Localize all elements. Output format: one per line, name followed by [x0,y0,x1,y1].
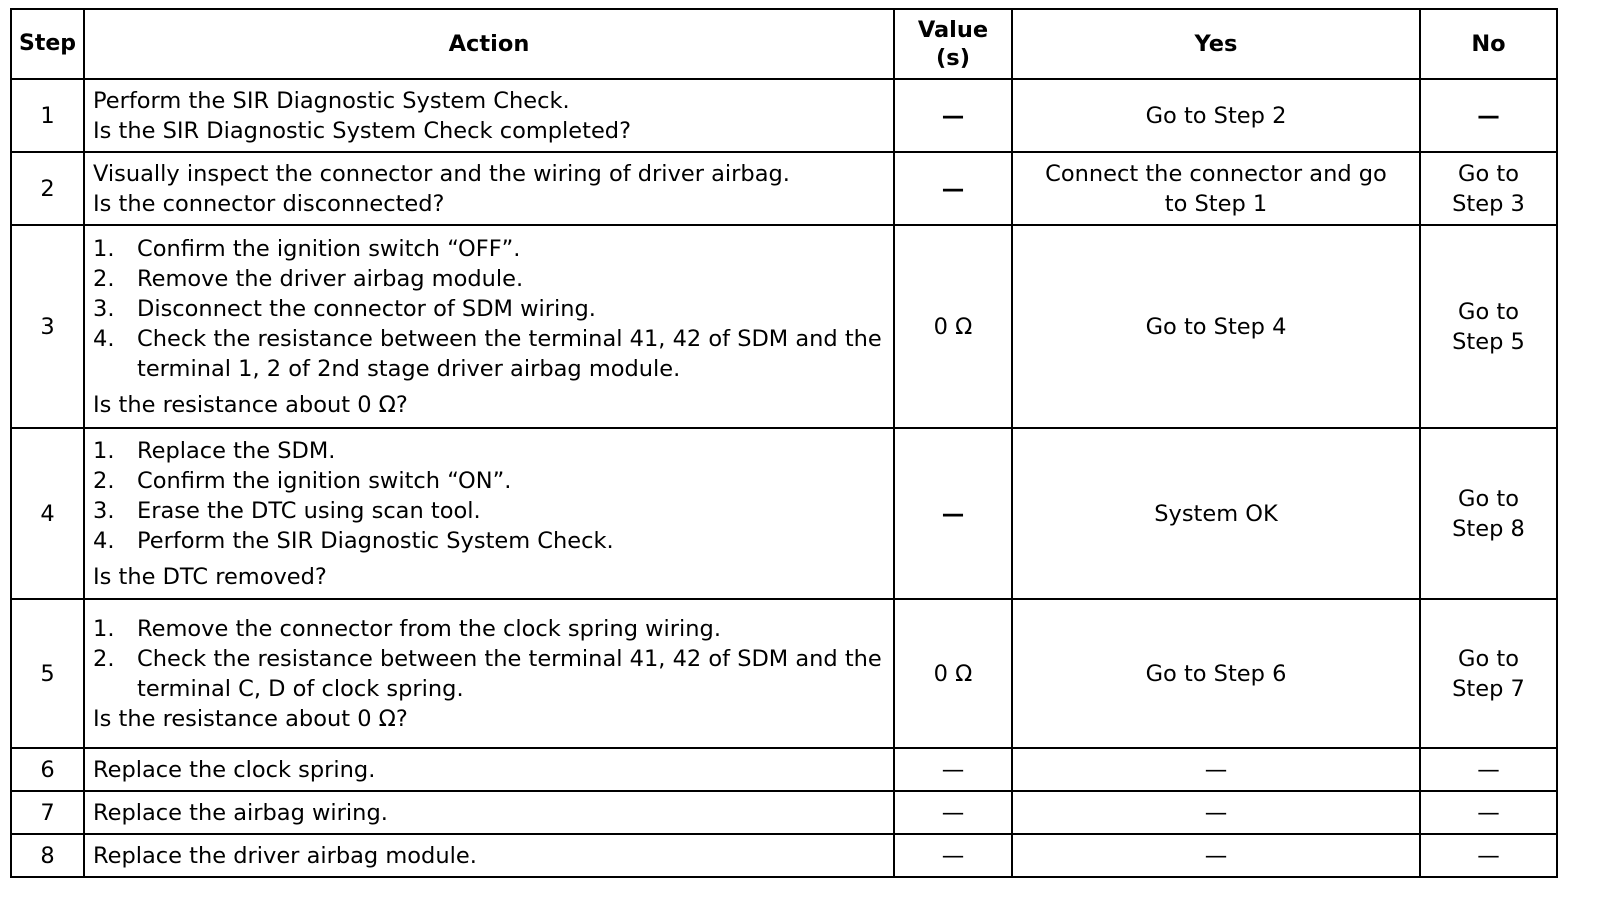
item-text: Check the resistance between the terminal 41, 42 of SDM and the terminal C, D of clock spring. [137,645,882,702]
action-cell [84,428,894,599]
item-number: 4. [93,527,115,554]
item-number: 3. [93,497,115,524]
no-line: Go to [1458,160,1519,187]
no-cell [1420,152,1557,225]
header-step: Step [11,9,84,79]
yes-line: Connect the connector and go [1045,160,1387,187]
item-number: 2. [93,645,115,672]
no-line: Go to [1458,485,1519,512]
yes-cell: — [1012,834,1420,877]
item-text: Perform the SIR Diagnostic System Check. [137,527,614,554]
yes-cell: Go to Step 2 [1012,79,1420,152]
table-row-step-1 [11,79,1557,152]
no-cell: — [1420,834,1557,877]
item-number: 3. [93,295,115,322]
item-text: Check the resistance between the terminal 41, 42 of SDM and the terminal 1, 2 of 2nd stage driver airbag module. [137,325,882,382]
yes-cell [1012,152,1420,225]
action-line: Visually inspect the connector and the wiring of driver airbag. [93,160,790,187]
action-step-item [93,466,885,496]
step-number: 3 [11,225,84,428]
action-step-item [93,294,885,324]
action-steps [93,436,885,556]
action-step-item [93,526,885,556]
step-number: 6 [11,748,84,791]
header-row [11,9,1557,79]
no-cell [1420,599,1557,748]
action-question: Is the resistance about 0 Ω? [93,705,408,732]
item-number: 1. [93,235,115,262]
value-cell: 0 Ω [894,225,1012,428]
action-cell [84,152,894,225]
item-text: Disconnect the connector of SDM wiring. [137,295,596,322]
no-cell [1420,428,1557,599]
action-step-item [93,234,885,264]
value-cell: — [894,748,1012,791]
table-row-step-7 [11,791,1557,834]
step-number: 2 [11,152,84,225]
action-cell [84,79,894,152]
action-question: Is the resistance about 0 Ω? [93,391,408,418]
header-action: Action [84,9,894,79]
value-cell: — [894,428,1012,599]
no-line: Step 5 [1452,328,1525,355]
header-value [894,9,1012,79]
no-line: Go to [1458,645,1519,672]
yes-cell: Go to Step 4 [1012,225,1420,428]
no-cell: — [1420,79,1557,152]
action-cell: Replace the airbag wiring. [84,791,894,834]
header-value-line2: (s) [936,45,970,71]
action-step-item [93,436,885,466]
value-cell: — [894,834,1012,877]
step-number: 5 [11,599,84,748]
value-cell: — [894,152,1012,225]
step-number: 4 [11,428,84,599]
item-number: 4. [93,325,115,352]
action-cell: Replace the driver airbag module. [84,834,894,877]
item-number: 1. [93,615,115,642]
step-number: 1 [11,79,84,152]
yes-line: to Step 1 [1164,190,1268,217]
action-steps [93,234,885,384]
yes-cell: — [1012,791,1420,834]
table-row-step-3 [11,225,1557,428]
action-line: Perform the SIR Diagnostic System Check. [93,87,570,114]
header-no: No [1420,9,1557,79]
yes-cell: Go to Step 6 [1012,599,1420,748]
item-number: 1. [93,437,115,464]
no-line: Step 7 [1452,675,1525,702]
header-value-line1: Value [917,17,989,43]
yes-cell: System OK [1012,428,1420,599]
table-row-step-8 [11,834,1557,877]
step-number: 8 [11,834,84,877]
table-row-step-4 [11,428,1557,599]
action-question: Is the DTC removed? [93,563,327,590]
action-cell: Replace the clock spring. [84,748,894,791]
item-text: Remove the connector from the clock spring wiring. [137,615,721,642]
no-cell [1420,225,1557,428]
step-number: 7 [11,791,84,834]
header-yes: Yes [1012,9,1420,79]
action-step-item [93,324,885,384]
action-step-item [93,614,885,644]
item-text: Replace the SDM. [137,437,336,464]
item-number: 2. [93,265,115,292]
value-cell: — [894,79,1012,152]
value-cell: — [894,791,1012,834]
action-step-item [93,644,885,704]
no-line: Go to [1458,298,1519,325]
item-number: 2. [93,467,115,494]
no-cell: — [1420,791,1557,834]
diagnostic-table [10,8,1558,878]
table-row-step-2 [11,152,1557,225]
no-cell: — [1420,748,1557,791]
action-steps [93,614,885,704]
yes-cell: — [1012,748,1420,791]
no-line: Step 3 [1452,190,1525,217]
item-text: Erase the DTC using scan tool. [137,497,481,524]
item-text: Confirm the ignition switch “ON”. [137,467,512,494]
action-step-item [93,496,885,526]
value-cell: 0 Ω [894,599,1012,748]
action-question: Is the SIR Diagnostic System Check completed? [93,117,632,144]
item-text: Confirm the ignition switch “OFF”. [137,235,521,262]
action-cell [84,225,894,428]
table-row-step-5 [11,599,1557,748]
table-row-step-6 [11,748,1557,791]
action-question: Is the connector disconnected? [93,190,445,217]
no-line: Step 8 [1452,515,1525,542]
action-step-item [93,264,885,294]
action-cell [84,599,894,748]
item-text: Remove the driver airbag module. [137,265,524,292]
